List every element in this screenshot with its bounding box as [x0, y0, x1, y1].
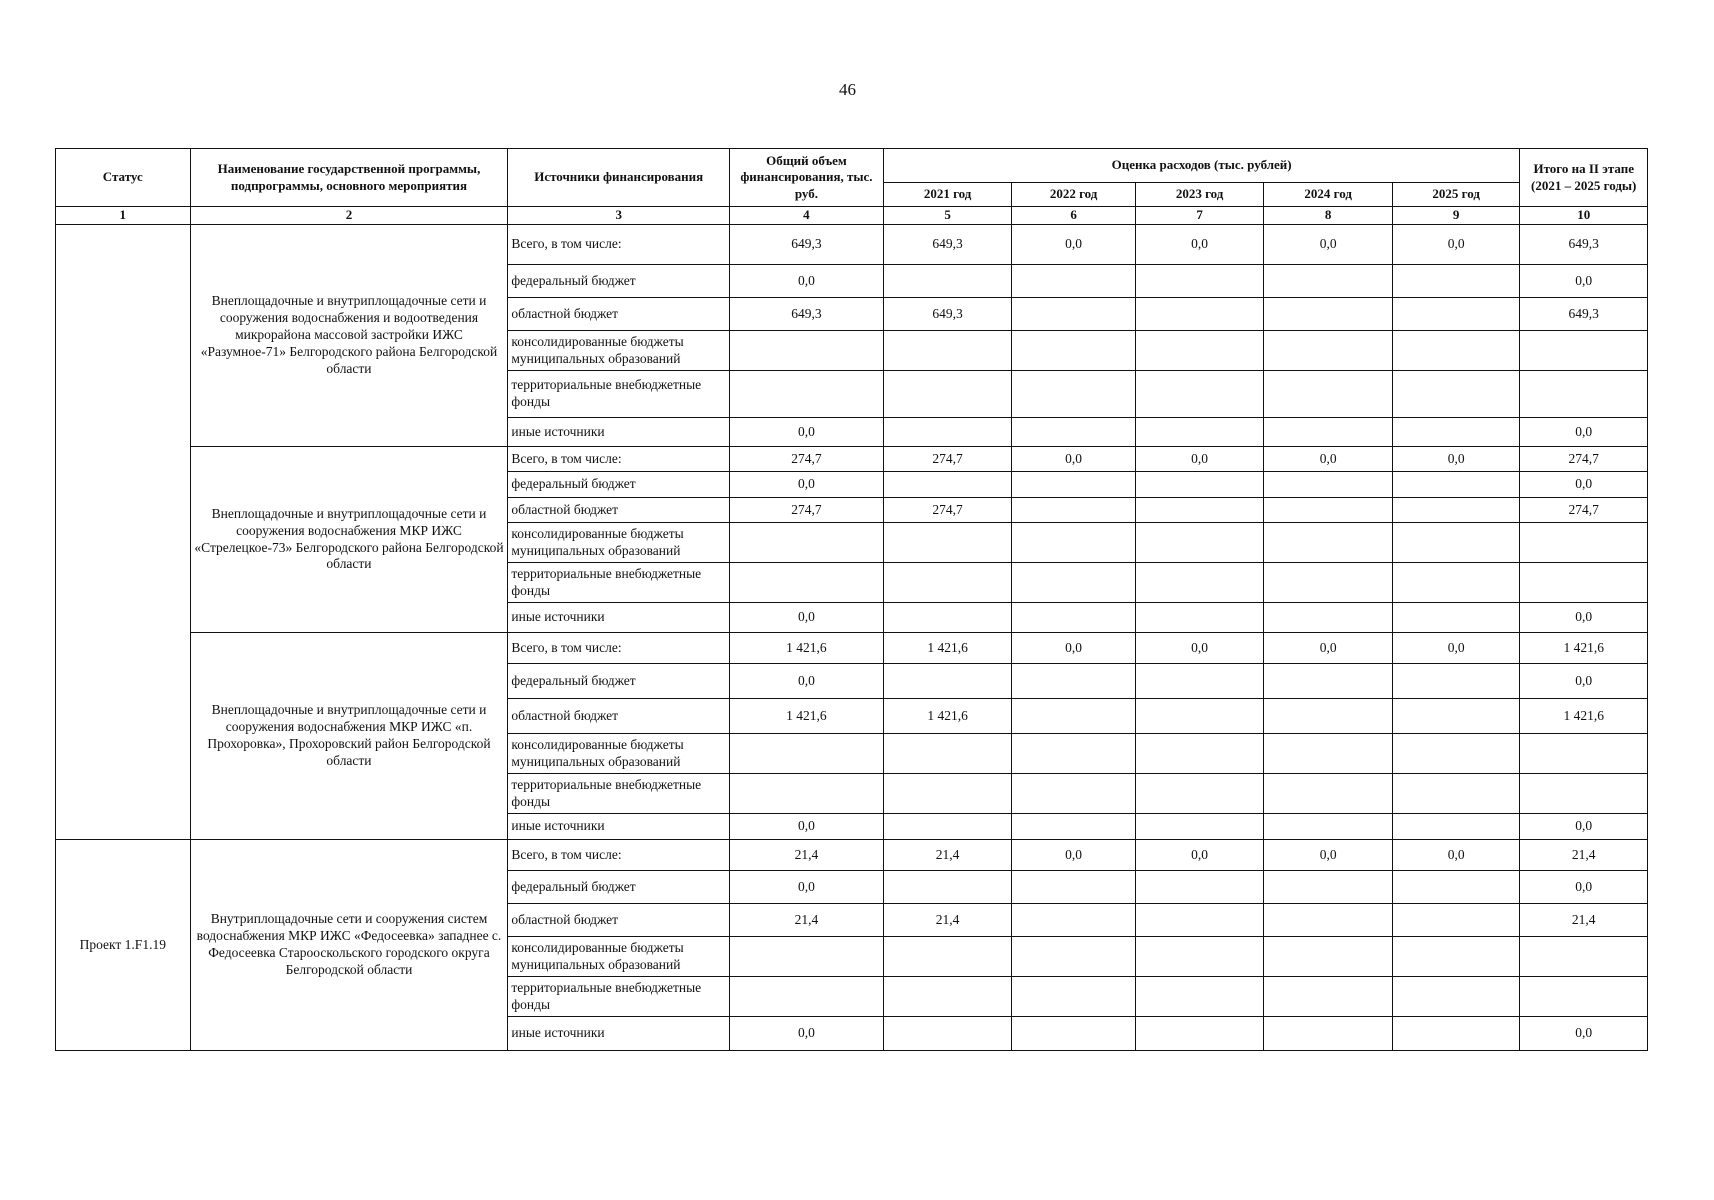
- year-2024-cell: [1264, 937, 1393, 977]
- total-volume-cell: 0,0: [730, 265, 884, 298]
- program-name-cell: Внеплощадочные и внутриплощадочные сети и сооружения водоснабжения МКР ИЖС «п. Прохоровка», Прохоровский район Белгородской области: [190, 633, 508, 840]
- year-2025-cell: [1392, 664, 1520, 699]
- stage-total-cell: [1520, 331, 1648, 371]
- header-sources: Источники финансирования: [508, 149, 730, 207]
- year-2024-cell: [1264, 977, 1393, 1017]
- year-2025-cell: [1392, 523, 1520, 563]
- year-2022-cell: [1012, 331, 1135, 371]
- funding-source-cell: Всего, в том числе:: [508, 840, 730, 871]
- stage-total-cell: 649,3: [1520, 225, 1648, 265]
- total-volume-cell: [730, 977, 884, 1017]
- header-estimate: Оценка расходов (тыс. рублей): [883, 149, 1520, 183]
- year-2025-cell: 0,0: [1392, 225, 1520, 265]
- stage-total-cell: 0,0: [1520, 265, 1648, 298]
- year-2025-cell: [1392, 774, 1520, 814]
- funding-source-cell: федеральный бюджет: [508, 265, 730, 298]
- funding-source-cell: консолидированные бюджеты муниципальных образований: [508, 331, 730, 371]
- table-row: [56, 447, 1648, 472]
- year-2021-cell: [883, 563, 1012, 603]
- year-2022-cell: [1012, 265, 1135, 298]
- header-year-2022: 2022 год: [1012, 183, 1135, 207]
- status-cell: Проект 1.F1.19: [56, 840, 191, 1051]
- total-volume-cell: [730, 371, 884, 418]
- year-2025-cell: [1392, 418, 1520, 447]
- year-2021-cell: [883, 331, 1012, 371]
- year-2023-cell: 0,0: [1135, 633, 1264, 664]
- year-2021-cell: [883, 977, 1012, 1017]
- year-2021-cell: [883, 265, 1012, 298]
- year-2024-cell: [1264, 871, 1393, 904]
- total-volume-cell: 0,0: [730, 1017, 884, 1051]
- year-2024-cell: [1264, 563, 1393, 603]
- year-2024-cell: [1264, 699, 1393, 734]
- column-number: 8: [1264, 207, 1393, 225]
- year-2025-cell: [1392, 699, 1520, 734]
- year-2023-cell: [1135, 1017, 1264, 1051]
- year-2022-cell: 0,0: [1012, 633, 1135, 664]
- year-2023-cell: [1135, 664, 1264, 699]
- status-cell: [56, 225, 191, 840]
- funding-source-cell: территориальные внебюджетные фонды: [508, 371, 730, 418]
- funding-source-cell: областной бюджет: [508, 298, 730, 331]
- year-2025-cell: [1392, 498, 1520, 523]
- year-2024-cell: 0,0: [1264, 840, 1393, 871]
- year-2024-cell: [1264, 774, 1393, 814]
- column-number: 7: [1135, 207, 1264, 225]
- year-2022-cell: [1012, 904, 1135, 937]
- year-2025-cell: [1392, 814, 1520, 840]
- stage-total-cell: 21,4: [1520, 904, 1648, 937]
- year-2021-cell: [883, 603, 1012, 633]
- total-volume-cell: [730, 523, 884, 563]
- program-name-cell: Внеплощадочные и внутриплощадочные сети и сооружения водоснабжения и водоотведения микрорайона массовой застройки ИЖС «Разумное-71» Белгородского района Белгородской области: [190, 225, 508, 447]
- total-volume-cell: [730, 563, 884, 603]
- year-2025-cell: [1392, 563, 1520, 603]
- year-2022-cell: [1012, 498, 1135, 523]
- year-2021-cell: 274,7: [883, 447, 1012, 472]
- year-2025-cell: [1392, 904, 1520, 937]
- year-2022-cell: 0,0: [1012, 225, 1135, 265]
- stage-total-cell: 0,0: [1520, 418, 1648, 447]
- year-2023-cell: [1135, 699, 1264, 734]
- stage-total-cell: 1 421,6: [1520, 699, 1648, 734]
- header-name: Наименование государственной программы, подпрограммы, основного мероприятия: [190, 149, 508, 207]
- total-volume-cell: 0,0: [730, 418, 884, 447]
- year-2025-cell: [1392, 298, 1520, 331]
- table-body: [56, 225, 1648, 1051]
- year-2024-cell: 0,0: [1264, 225, 1393, 265]
- total-volume-cell: 0,0: [730, 664, 884, 699]
- total-volume-cell: 0,0: [730, 603, 884, 633]
- year-2023-cell: [1135, 498, 1264, 523]
- year-2024-cell: [1264, 904, 1393, 937]
- year-2024-cell: [1264, 1017, 1393, 1051]
- year-2024-cell: [1264, 814, 1393, 840]
- year-2023-cell: [1135, 774, 1264, 814]
- year-2021-cell: 274,7: [883, 498, 1012, 523]
- year-2023-cell: [1135, 298, 1264, 331]
- year-2023-cell: 0,0: [1135, 225, 1264, 265]
- funding-source-cell: иные источники: [508, 603, 730, 633]
- year-2022-cell: [1012, 371, 1135, 418]
- column-number: 1: [56, 207, 191, 225]
- stage-total-cell: 1 421,6: [1520, 633, 1648, 664]
- table-row: [56, 840, 1648, 871]
- year-2022-cell: [1012, 472, 1135, 498]
- stage-total-cell: 0,0: [1520, 603, 1648, 633]
- funding-source-cell: федеральный бюджет: [508, 871, 730, 904]
- year-2024-cell: [1264, 734, 1393, 774]
- year-2023-cell: [1135, 904, 1264, 937]
- stage-total-cell: 274,7: [1520, 447, 1648, 472]
- year-2025-cell: 0,0: [1392, 447, 1520, 472]
- total-volume-cell: 649,3: [730, 225, 884, 265]
- year-2022-cell: [1012, 977, 1135, 1017]
- total-volume-cell: [730, 331, 884, 371]
- year-2023-cell: [1135, 331, 1264, 371]
- funding-source-cell: иные источники: [508, 418, 730, 447]
- year-2023-cell: [1135, 977, 1264, 1017]
- year-2025-cell: [1392, 331, 1520, 371]
- funding-source-cell: иные источники: [508, 1017, 730, 1051]
- stage-total-cell: [1520, 937, 1648, 977]
- year-2022-cell: [1012, 418, 1135, 447]
- header-status: Статус: [56, 149, 191, 207]
- year-2022-cell: [1012, 1017, 1135, 1051]
- funding-source-cell: территориальные внебюджетные фонды: [508, 563, 730, 603]
- funding-source-cell: Всего, в том числе:: [508, 225, 730, 265]
- header-year-2024: 2024 год: [1264, 183, 1393, 207]
- funding-source-cell: федеральный бюджет: [508, 472, 730, 498]
- year-2021-cell: 649,3: [883, 298, 1012, 331]
- year-2024-cell: 0,0: [1264, 447, 1393, 472]
- column-number: 9: [1392, 207, 1520, 225]
- funding-source-cell: федеральный бюджет: [508, 664, 730, 699]
- year-2025-cell: [1392, 603, 1520, 633]
- header-stage-total: Итого на II этапе (2021 – 2025 годы): [1520, 149, 1648, 207]
- year-2023-cell: [1135, 265, 1264, 298]
- header-year-2023: 2023 год: [1135, 183, 1264, 207]
- page-number: 46: [839, 80, 856, 99]
- year-2023-cell: [1135, 871, 1264, 904]
- stage-total-cell: 649,3: [1520, 298, 1648, 331]
- funding-source-cell: областной бюджет: [508, 498, 730, 523]
- year-2021-cell: [883, 937, 1012, 977]
- year-2021-cell: 21,4: [883, 840, 1012, 871]
- year-2024-cell: [1264, 523, 1393, 563]
- year-2021-cell: [883, 871, 1012, 904]
- year-2022-cell: [1012, 699, 1135, 734]
- program-name-cell: Внутриплощадочные сети и сооружения систем водоснабжения МКР ИЖС «Федосеевка» западнее с. Федосеевка Старооскольского городского округа Белгородской области: [190, 840, 508, 1051]
- year-2023-cell: [1135, 418, 1264, 447]
- year-2024-cell: [1264, 265, 1393, 298]
- column-number: 2: [190, 207, 508, 225]
- year-2025-cell: [1392, 871, 1520, 904]
- year-2022-cell: 0,0: [1012, 447, 1135, 472]
- year-2022-cell: [1012, 563, 1135, 603]
- funding-source-cell: областной бюджет: [508, 904, 730, 937]
- year-2024-cell: [1264, 498, 1393, 523]
- funding-source-cell: областной бюджет: [508, 699, 730, 734]
- year-2021-cell: 649,3: [883, 225, 1012, 265]
- year-2025-cell: [1392, 1017, 1520, 1051]
- year-2022-cell: [1012, 664, 1135, 699]
- year-2023-cell: [1135, 603, 1264, 633]
- funding-source-cell: консолидированные бюджеты муниципальных образований: [508, 523, 730, 563]
- stage-total-cell: 0,0: [1520, 472, 1648, 498]
- year-2024-cell: [1264, 331, 1393, 371]
- stage-total-cell: 274,7: [1520, 498, 1648, 523]
- column-number: 5: [883, 207, 1012, 225]
- year-2023-cell: [1135, 734, 1264, 774]
- year-2024-cell: [1264, 664, 1393, 699]
- funding-source-cell: территориальные внебюджетные фонды: [508, 977, 730, 1017]
- year-2021-cell: 1 421,6: [883, 633, 1012, 664]
- year-2021-cell: 1 421,6: [883, 699, 1012, 734]
- funding-source-cell: территориальные внебюджетные фонды: [508, 774, 730, 814]
- stage-total-cell: [1520, 734, 1648, 774]
- total-volume-cell: 21,4: [730, 904, 884, 937]
- year-2022-cell: [1012, 814, 1135, 840]
- stage-total-cell: [1520, 523, 1648, 563]
- header-total-volume: Общий объем финансирования, тыс. руб.: [730, 149, 884, 207]
- stage-total-cell: 0,0: [1520, 664, 1648, 699]
- year-2022-cell: [1012, 523, 1135, 563]
- year-2023-cell: 0,0: [1135, 447, 1264, 472]
- stage-total-cell: [1520, 774, 1648, 814]
- column-number: 3: [508, 207, 730, 225]
- column-number: 6: [1012, 207, 1135, 225]
- column-number: 10: [1520, 207, 1648, 225]
- funding-source-cell: Всего, в том числе:: [508, 633, 730, 664]
- year-2022-cell: [1012, 734, 1135, 774]
- funding-source-cell: иные источники: [508, 814, 730, 840]
- year-2021-cell: [883, 418, 1012, 447]
- year-2022-cell: [1012, 774, 1135, 814]
- funding-source-cell: Всего, в том числе:: [508, 447, 730, 472]
- year-2023-cell: [1135, 937, 1264, 977]
- year-2022-cell: [1012, 298, 1135, 331]
- year-2023-cell: [1135, 472, 1264, 498]
- year-2021-cell: [883, 371, 1012, 418]
- year-2023-cell: [1135, 371, 1264, 418]
- year-2021-cell: 21,4: [883, 904, 1012, 937]
- funding-source-cell: консолидированные бюджеты муниципальных образований: [508, 734, 730, 774]
- total-volume-cell: 1 421,6: [730, 633, 884, 664]
- total-volume-cell: [730, 774, 884, 814]
- year-2023-cell: 0,0: [1135, 840, 1264, 871]
- year-2024-cell: [1264, 603, 1393, 633]
- total-volume-cell: 0,0: [730, 472, 884, 498]
- year-2022-cell: [1012, 603, 1135, 633]
- total-volume-cell: 21,4: [730, 840, 884, 871]
- stage-total-cell: 0,0: [1520, 814, 1648, 840]
- year-2025-cell: [1392, 734, 1520, 774]
- column-numbers-row: [56, 207, 1648, 225]
- table-row: [56, 225, 1648, 265]
- year-2021-cell: [883, 1017, 1012, 1051]
- budget-table: [55, 148, 1648, 1051]
- stage-total-cell: [1520, 977, 1648, 1017]
- program-name-cell: Внеплощадочные и внутриплощадочные сети и сооружения водоснабжения МКР ИЖС «Стрелецкое-73» Белгородского района Белгородской области: [190, 447, 508, 633]
- year-2021-cell: [883, 664, 1012, 699]
- stage-total-cell: 0,0: [1520, 871, 1648, 904]
- total-volume-cell: 274,7: [730, 447, 884, 472]
- year-2025-cell: [1392, 977, 1520, 1017]
- year-2024-cell: [1264, 298, 1393, 331]
- year-2022-cell: [1012, 937, 1135, 977]
- stage-total-cell: [1520, 371, 1648, 418]
- total-volume-cell: 0,0: [730, 814, 884, 840]
- year-2024-cell: [1264, 418, 1393, 447]
- header-year-2021: 2021 год: [883, 183, 1012, 207]
- stage-total-cell: 0,0: [1520, 1017, 1648, 1051]
- year-2025-cell: [1392, 937, 1520, 977]
- year-2022-cell: [1012, 871, 1135, 904]
- stage-total-cell: 21,4: [1520, 840, 1648, 871]
- total-volume-cell: 1 421,6: [730, 699, 884, 734]
- total-volume-cell: 274,7: [730, 498, 884, 523]
- year-2021-cell: [883, 523, 1012, 563]
- year-2025-cell: [1392, 472, 1520, 498]
- header-year-2025: 2025 год: [1392, 183, 1520, 207]
- year-2021-cell: [883, 814, 1012, 840]
- year-2021-cell: [883, 774, 1012, 814]
- total-volume-cell: 0,0: [730, 871, 884, 904]
- year-2021-cell: [883, 734, 1012, 774]
- year-2024-cell: [1264, 371, 1393, 418]
- total-volume-cell: [730, 734, 884, 774]
- year-2021-cell: [883, 472, 1012, 498]
- column-number: 4: [730, 207, 884, 225]
- year-2025-cell: [1392, 265, 1520, 298]
- year-2025-cell: [1392, 371, 1520, 418]
- year-2023-cell: [1135, 563, 1264, 603]
- total-volume-cell: [730, 937, 884, 977]
- year-2025-cell: 0,0: [1392, 840, 1520, 871]
- year-2022-cell: 0,0: [1012, 840, 1135, 871]
- year-2024-cell: 0,0: [1264, 633, 1393, 664]
- year-2025-cell: 0,0: [1392, 633, 1520, 664]
- year-2024-cell: [1264, 472, 1393, 498]
- table-row: [56, 633, 1648, 664]
- total-volume-cell: 649,3: [730, 298, 884, 331]
- year-2023-cell: [1135, 814, 1264, 840]
- funding-source-cell: консолидированные бюджеты муниципальных образований: [508, 937, 730, 977]
- stage-total-cell: [1520, 563, 1648, 603]
- year-2023-cell: [1135, 523, 1264, 563]
